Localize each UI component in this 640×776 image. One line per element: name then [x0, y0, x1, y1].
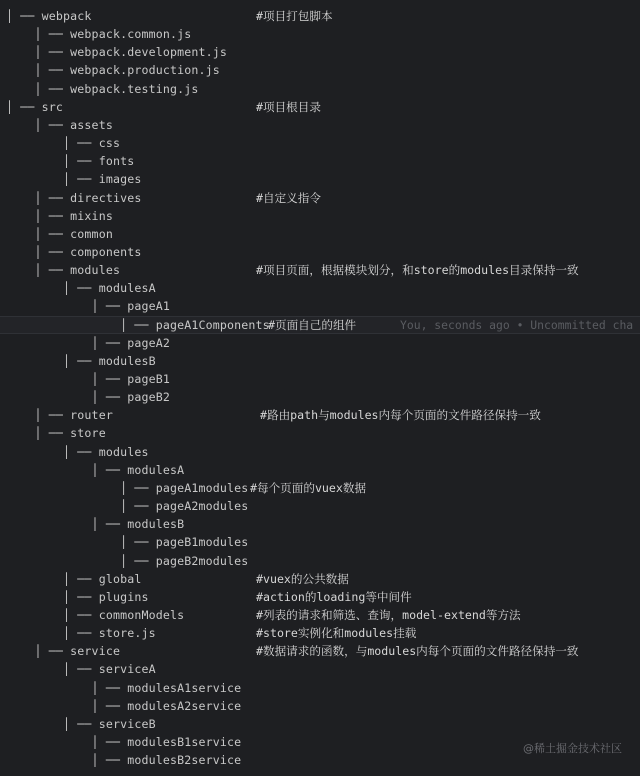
line-comment: #项目打包脚本 [256, 9, 333, 23]
tree-entry: │ ── fonts [6, 154, 135, 169]
tree-entry: │ ── store [6, 426, 106, 441]
tree-entry: │ ── pageA2modules [6, 499, 249, 514]
code-line[interactable] [0, 261, 640, 279]
code-line[interactable] [0, 98, 640, 116]
tree-entry: │ ── pageB2 [6, 390, 170, 405]
code-line[interactable] [0, 715, 640, 733]
line-comment: #路由path与modules内每个页面的文件路径保持一致 [260, 408, 541, 423]
line-comment: #每个页面的vuex数据 [250, 480, 367, 495]
code-line[interactable] [0, 497, 640, 515]
tree-entry: │ ── serviceB [6, 716, 156, 731]
tree-entry: │ ── modules [6, 444, 149, 459]
code-line[interactable] [0, 370, 640, 388]
tree-entry: │ ── pageB1modules [6, 535, 249, 550]
tree-entry: │ ── pageA1modules [6, 480, 249, 495]
code-line[interactable] [0, 116, 640, 134]
code-line[interactable] [0, 588, 640, 606]
tree-entry: │ ── store.js [6, 626, 156, 641]
tree-entry: │ ── src [6, 99, 64, 114]
tree-entry: │ ── pageA2 [6, 335, 170, 350]
tree-entry: │ ── global [6, 571, 142, 586]
tree-entry: │ ── assets [6, 117, 113, 132]
line-comment: #数据请求的函数，与modules内每个页面的文件路径保持一致 [256, 644, 579, 659]
tree-entry: │ ── mixins [6, 208, 113, 223]
tree-entry: │ ── css [6, 136, 121, 151]
code-line[interactable] [0, 225, 640, 243]
line-comment: #项目根目录 [256, 99, 321, 114]
tree-entry: │ ── modulesB2service [6, 753, 242, 768]
tree-entry: │ ── webpack.development.js [6, 45, 228, 60]
line-comment: #vuex的公共数据 [256, 571, 349, 586]
code-line[interactable] [0, 660, 640, 678]
code-line[interactable] [0, 552, 640, 570]
code-line[interactable] [0, 43, 640, 61]
code-line[interactable] [0, 170, 640, 188]
code-line[interactable] [0, 352, 640, 370]
code-line[interactable] [0, 461, 640, 479]
tree-entry: │ ── webpack.production.js [6, 63, 220, 78]
tree-entry: │ ── webpack.testing.js [6, 81, 199, 96]
code-line[interactable] [0, 388, 640, 406]
code-line[interactable] [0, 424, 640, 442]
code-line[interactable] [0, 25, 640, 43]
tree-entry: │ ── directives [6, 190, 142, 205]
tree-entry: │ ── modulesB [6, 517, 185, 532]
tree-entry: │ ── pageA1Components [6, 317, 270, 332]
code-line[interactable] [0, 624, 640, 642]
tree-entry: │ ── modules [6, 263, 121, 278]
line-comment: #action的loading等中间件 [256, 589, 412, 604]
tree-entry: │ ── service [6, 644, 121, 659]
code-line[interactable] [0, 189, 640, 207]
code-line[interactable] [0, 134, 640, 152]
tree-entry: │ ── modulesB1service [6, 735, 242, 749]
code-line[interactable] [0, 80, 640, 98]
tree-entry: │ ── pageB2modules [6, 553, 249, 568]
tree-entry: │ ── modulesA2service [6, 698, 242, 713]
tree-entry: │ ── images [6, 172, 142, 187]
code-line[interactable] [0, 316, 640, 334]
tree-entry: │ ── webpack.common.js [6, 27, 192, 42]
code-line[interactable] [0, 679, 640, 697]
code-line[interactable] [0, 7, 640, 25]
git-blame-annotation: You, seconds ago • Uncommitted cha [400, 317, 634, 332]
code-line[interactable] [0, 61, 640, 79]
tree-entry: │ ── webpack [6, 9, 92, 23]
code-line[interactable] [0, 606, 640, 624]
line-comment: #自定义指令 [256, 190, 321, 205]
tree-entry: │ ── modulesA [6, 281, 156, 296]
code-line[interactable] [0, 279, 640, 297]
tree-entry: │ ── router [6, 408, 113, 423]
watermark: @稀土掘金技术社区 [523, 742, 622, 755]
code-line[interactable] [0, 697, 640, 715]
line-comment: #项目页面，根据模块划分，和store的modules目录保持一致 [256, 263, 579, 278]
tree-entry: │ ── common [6, 226, 113, 241]
code-line[interactable] [0, 533, 640, 551]
code-line[interactable] [0, 515, 640, 533]
code-line[interactable] [0, 297, 640, 315]
code-line[interactable] [0, 243, 640, 261]
code-line[interactable] [0, 152, 640, 170]
code-line[interactable] [0, 334, 640, 352]
tree-entry: │ ── modulesA1service [6, 680, 242, 695]
code-line[interactable] [0, 570, 640, 588]
tree-entry: │ ── modulesB [6, 353, 156, 368]
tree-entry: │ ── plugins [6, 589, 149, 604]
code-line[interactable] [0, 443, 640, 461]
tree-entry: │ ── modulesA [6, 462, 185, 477]
line-comment: #store实例化和modules挂载 [256, 626, 417, 641]
code-line[interactable] [0, 406, 640, 424]
code-line[interactable] [0, 642, 640, 660]
tree-entry: │ ── pageB1 [6, 372, 170, 386]
tree-entry: │ ── components [6, 244, 142, 259]
line-comment: #列表的请求和筛选、查询，model-extend等方法 [256, 607, 521, 622]
line-comment: #页面自己的组件 [268, 317, 357, 332]
tree-entry: │ ── serviceA [6, 662, 156, 677]
tree-entry: │ ── pageA1 [6, 299, 170, 314]
tree-entry: │ ── commonModels [6, 607, 185, 622]
code-line[interactable] [0, 479, 640, 497]
code-line[interactable] [0, 207, 640, 225]
